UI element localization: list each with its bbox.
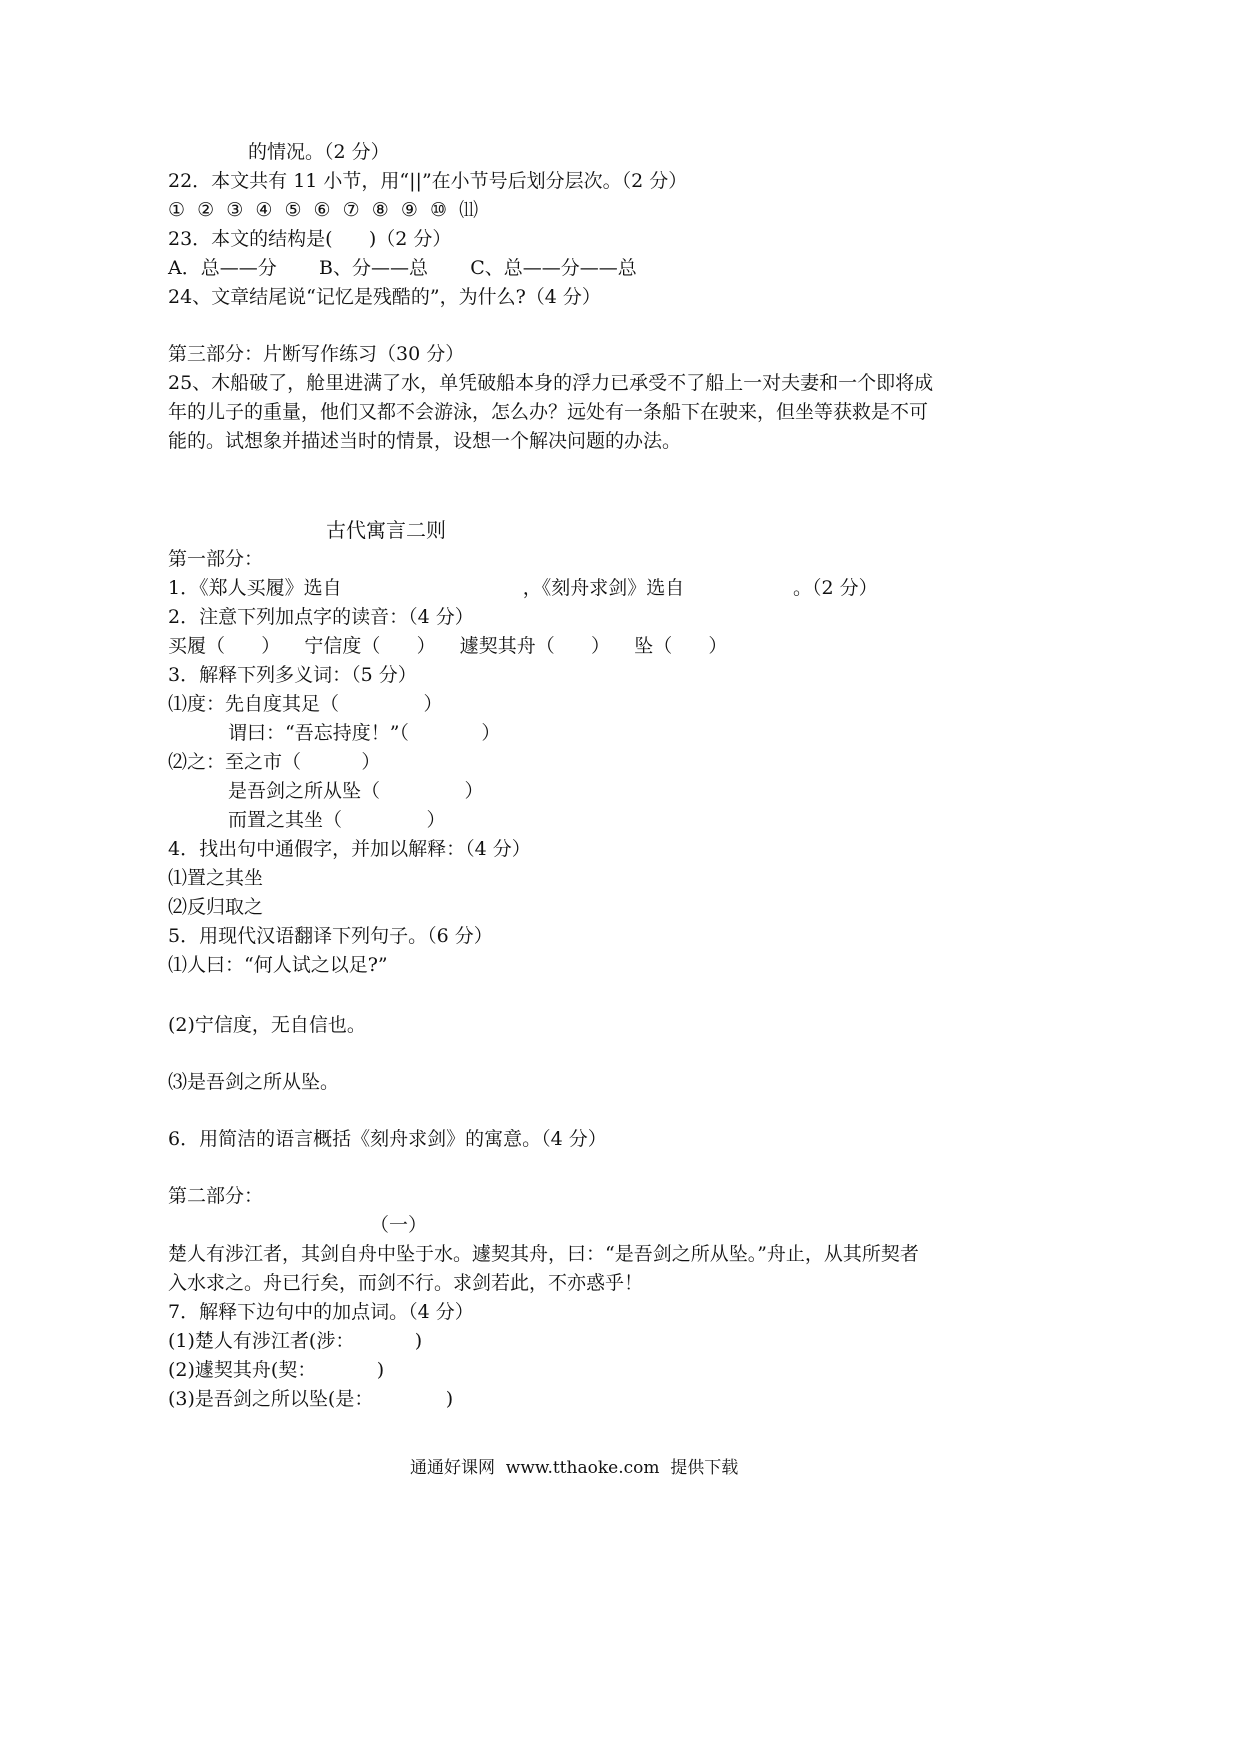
section-numbers: ① ② ③ ④ ⑤ ⑥ ⑦ ⑧ ⑨ ⑩ ⑾ bbox=[168, 199, 479, 221]
passage-line-1: 楚人有涉江者，其剑自舟中坠于水。遽契其舟，曰：“是吾剑之所从坠。”舟止，从其所契者 bbox=[168, 1243, 919, 1265]
question-25-line-3: 能的。试想象并描述当时的情景，设想一个解决问题的办法。 bbox=[168, 430, 682, 452]
question-23-options: A．总——分 B、分——总 C、总——分——总 bbox=[168, 257, 637, 279]
passage-line-2: 入水求之。舟已行矣，而剑不行。求剑若此，不亦惑乎！ bbox=[168, 1272, 644, 1294]
part-three-heading: 第三部分：片断写作练习（30 分） bbox=[168, 343, 465, 365]
question-5-item-2: (2)宁信度，无自信也。 bbox=[168, 1014, 366, 1036]
question-4: 4．找出句中通假字，并加以解释：（4 分） bbox=[168, 838, 531, 860]
passage-number: （一） bbox=[370, 1214, 428, 1236]
question-4-item-1: ⑴置之其坐 bbox=[168, 867, 264, 889]
question-3-item-2b: 是吾剑之所从坠（ ） bbox=[228, 780, 484, 802]
question-5: 5．用现代汉语翻译下列句子。（6 分） bbox=[168, 925, 493, 947]
question-23: 23．本文的结构是( )（2 分） bbox=[168, 228, 452, 250]
question-25-line-2: 年的儿子的重量，他们又都不会游泳，怎么办？远处有一条船下在驶来，但坐等获救是不可 bbox=[168, 401, 929, 423]
question-7-item-1: (1)楚人有涉江者(涉： ) bbox=[168, 1330, 423, 1352]
lesson-title: 古代寓言二则 bbox=[326, 518, 446, 542]
question-1: 1．《郑人买履》选自 ，《刻舟求剑》选自 。（2 分） bbox=[168, 577, 878, 599]
question-3: 3．解释下列多义词：（5 分） bbox=[168, 664, 417, 686]
question-2: 2．注意下列加点字的读音：（4 分） bbox=[168, 606, 474, 628]
question-25-line-1: 25、木船破了，舱里进满了水，单凭破船本身的浮力已承受不了船上一对夫妻和一个即将成 bbox=[168, 372, 934, 394]
question-3-item-2: ⑵之：至之市（ ） bbox=[168, 751, 381, 773]
question-22: 22．本文共有 11 小节，用“||”在小节号后划分层次。（2 分） bbox=[168, 170, 688, 192]
question-5-item-3: ⑶是吾剑之所从坠。 bbox=[168, 1071, 340, 1093]
question-2-items: 买履（ ） 宁信度（ ） 遽契其舟（ ） 坠（ ） bbox=[168, 635, 728, 657]
question-3-item-2c: 而置之其坐（ ） bbox=[228, 809, 446, 831]
page-footer: 通通好课网 www.tthaoke.com 提供下载 bbox=[410, 1458, 739, 1478]
question-7: 7．解释下边句中的加点词。（4 分） bbox=[168, 1301, 474, 1323]
question-4-item-2: ⑵反归取之 bbox=[168, 896, 264, 918]
part-two-heading: 第二部分： bbox=[168, 1185, 264, 1207]
part-one-heading: 第一部分： bbox=[168, 548, 264, 570]
text-line: 的情况。（2 分） bbox=[248, 141, 390, 163]
question-6: 6．用简洁的语言概括《刻舟求剑》的寓意。（4 分） bbox=[168, 1128, 607, 1150]
question-3-item-1: ⑴度：先自度其足（ ） bbox=[168, 693, 443, 715]
question-7-item-3: (3)是吾剑之所以坠(是： ) bbox=[168, 1388, 454, 1410]
question-3-item-1b: 谓曰：“吾忘持度！”（ ） bbox=[228, 722, 501, 744]
question-7-item-2: (2)遽契其舟(契： ) bbox=[168, 1359, 385, 1381]
question-24: 24、文章结尾说“记忆是残酷的”，为什么?（4 分） bbox=[168, 286, 601, 308]
question-5-item-1: ⑴人曰：“何人试之以足?” bbox=[168, 954, 388, 976]
